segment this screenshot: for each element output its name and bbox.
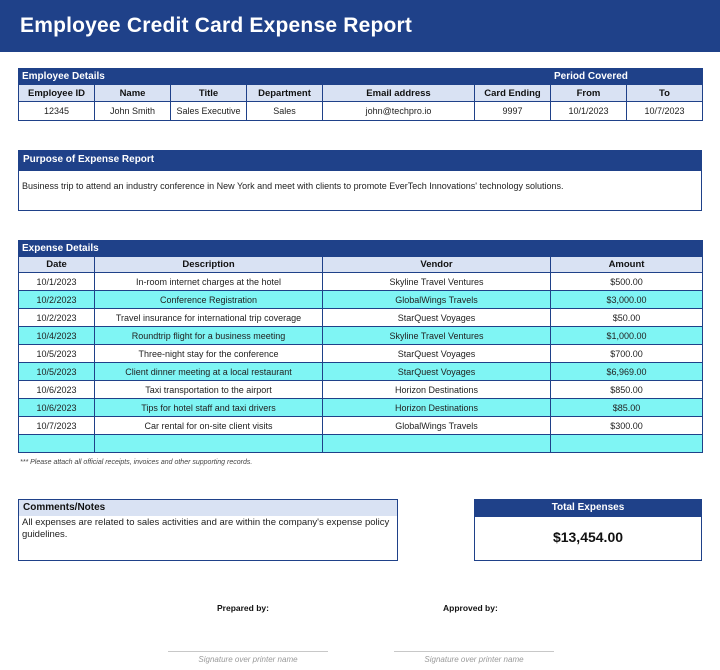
total-expenses-value: $13,454.00 [552, 529, 624, 545]
column-header: Employee ID [19, 85, 95, 102]
period-to-value: 10/7/2023 [627, 102, 703, 121]
expense-details-heading: Expense Details [19, 241, 703, 257]
column-header: Card Ending [475, 85, 551, 102]
purpose-heading: Purpose of Expense Report [19, 151, 701, 171]
comments-section [18, 499, 398, 561]
purpose-text: Business trip to attend an industry conference in New York and meet with clients to promote EverTech Innovations' technology solutions. [22, 181, 564, 191]
expense-date [19, 435, 95, 453]
expense-vendor: GlobalWings Travels [323, 291, 551, 309]
approved-signature-caption: Signature over printer name [424, 655, 524, 664]
table-row [19, 273, 703, 291]
period-from-value: 10/1/2023 [551, 102, 627, 121]
employee-details-table [18, 68, 703, 121]
expense-amount: $50.00 [551, 309, 703, 327]
column-header: Title [171, 85, 247, 102]
expense-date: 10/6/2023 [19, 381, 95, 399]
expense-description: In-room internet charges at the hotel [95, 273, 323, 291]
expense-date: 10/2/2023 [19, 291, 95, 309]
table-row [19, 381, 703, 399]
expense-amount: $500.00 [551, 273, 703, 291]
employee-details-heading: Employee Details [19, 69, 551, 85]
expense-date: 10/5/2023 [19, 345, 95, 363]
comments-text: All expenses are related to sales activities and are within the company's expense policy guidelines. [22, 517, 390, 540]
expense-amount: $6,969.00 [551, 363, 703, 381]
expense-amount: $3,000.00 [551, 291, 703, 309]
table-row [19, 363, 703, 381]
table-row [19, 309, 703, 327]
report-title: Employee Credit Card Expense Report [0, 0, 720, 52]
employee-department-value: Sales [247, 102, 323, 121]
approved-signature-line [394, 651, 554, 652]
table-row [19, 327, 703, 345]
expense-amount [551, 435, 703, 453]
table-row [19, 399, 703, 417]
expense-vendor: StarQuest Voyages [323, 345, 551, 363]
expense-date: 10/1/2023 [19, 273, 95, 291]
column-header: Date [19, 257, 95, 273]
expense-description: Tips for hotel staff and taxi drivers [95, 399, 323, 417]
expense-date: 10/4/2023 [19, 327, 95, 345]
comments-heading: Comments/Notes [19, 500, 397, 516]
expense-amount: $1,000.00 [551, 327, 703, 345]
expense-description: Conference Registration [95, 291, 323, 309]
expense-vendor: Horizon Destinations [323, 381, 551, 399]
expense-description: Three-night stay for the conference [95, 345, 323, 363]
employee-value-row [19, 102, 703, 121]
expense-description: Roundtrip flight for a business meeting [95, 327, 323, 345]
expense-vendor: StarQuest Voyages [323, 309, 551, 327]
employee-name-value: John Smith [95, 102, 171, 121]
table-row [19, 417, 703, 435]
column-header: From [551, 85, 627, 102]
table-row [19, 291, 703, 309]
expense-description: Client dinner meeting at a local restaurant [95, 363, 323, 381]
prepared-signature-line [168, 651, 328, 652]
expense-details-table [18, 240, 703, 453]
expense-description [95, 435, 323, 453]
expense-amount: $700.00 [551, 345, 703, 363]
total-expenses-section [474, 499, 702, 561]
table-row [19, 345, 703, 363]
expense-date: 10/7/2023 [19, 417, 95, 435]
expense-vendor: StarQuest Voyages [323, 363, 551, 381]
expense-amount: $85.00 [551, 399, 703, 417]
table-row [19, 435, 703, 453]
column-header: To [627, 85, 703, 102]
total-expenses-heading: Total Expenses [475, 500, 701, 517]
employee-header-row [19, 85, 703, 102]
employee-title-value: Sales Executive [171, 102, 247, 121]
expense-vendor [323, 435, 551, 453]
purpose-section [18, 150, 702, 211]
expense-vendor: Skyline Travel Ventures [323, 327, 551, 345]
receipts-note: *** Please attach all official receipts, invoices and other supporting records. [20, 459, 253, 466]
column-header: Email address [323, 85, 475, 102]
prepared-signature-caption: Signature over printer name [198, 655, 298, 664]
expense-description: Travel insurance for international trip coverage [95, 309, 323, 327]
expense-date: 10/5/2023 [19, 363, 95, 381]
column-header: Description [95, 257, 323, 273]
expense-date: 10/6/2023 [19, 399, 95, 417]
expense-description: Taxi transportation to the airport [95, 381, 323, 399]
expense-vendor: Skyline Travel Ventures [323, 273, 551, 291]
column-header: Amount [551, 257, 703, 273]
period-covered-heading: Period Covered [551, 69, 703, 85]
column-header: Department [247, 85, 323, 102]
prepared-by-label: Prepared by: [217, 603, 269, 613]
expense-description: Car rental for on-site client visits [95, 417, 323, 435]
card-ending-value: 9997 [475, 102, 551, 121]
employee-email-value: john@techpro.io [323, 102, 475, 121]
column-header: Name [95, 85, 171, 102]
expense-header-row [19, 257, 703, 273]
expense-vendor: Horizon Destinations [323, 399, 551, 417]
expense-date: 10/2/2023 [19, 309, 95, 327]
column-header: Vendor [323, 257, 551, 273]
approved-by-label: Approved by: [443, 603, 498, 613]
expense-amount: $300.00 [551, 417, 703, 435]
employee-id-value: 12345 [19, 102, 95, 121]
expense-amount: $850.00 [551, 381, 703, 399]
expense-vendor: GlobalWings Travels [323, 417, 551, 435]
